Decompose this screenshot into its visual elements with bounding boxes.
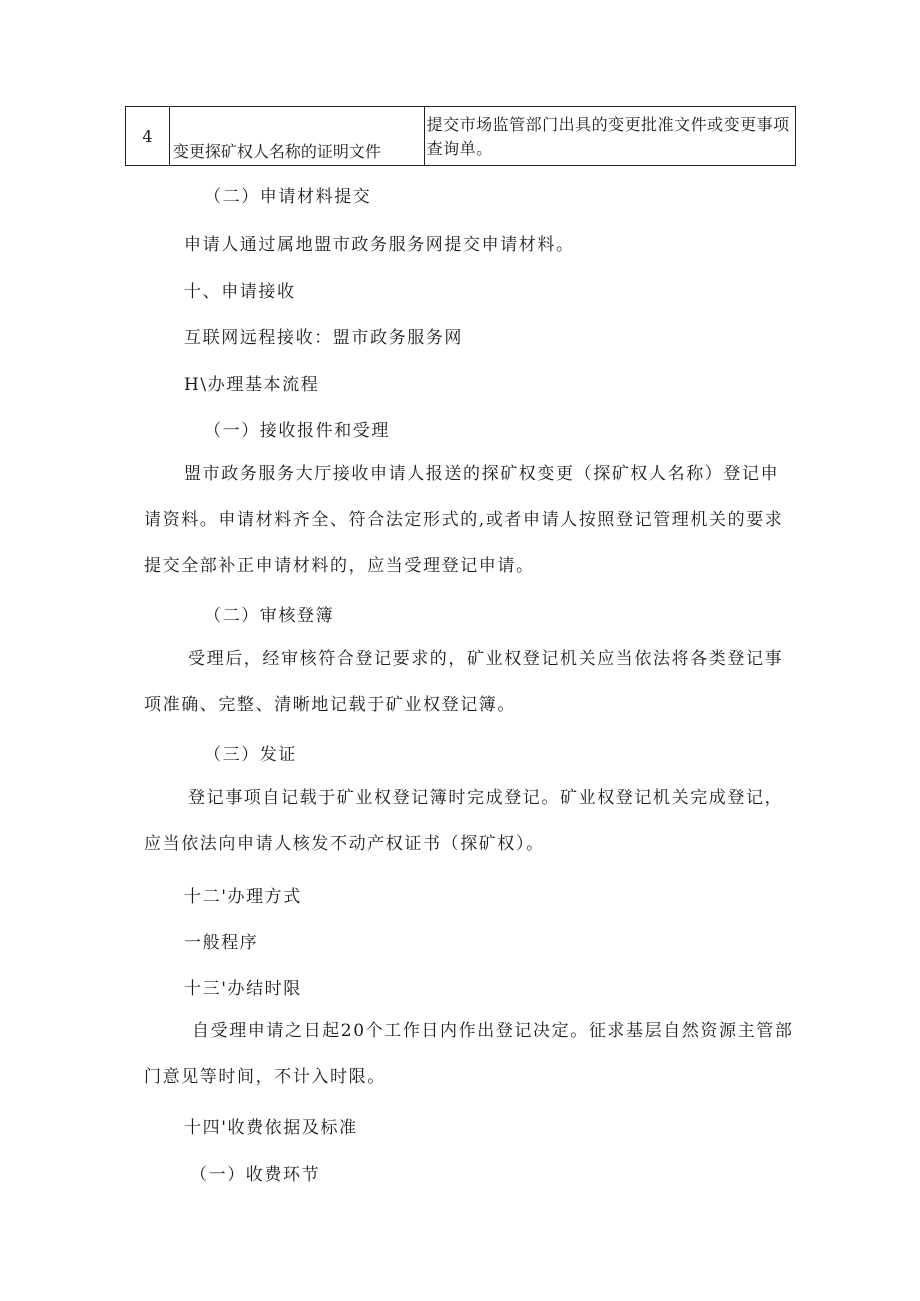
- paragraph-certificate: 登记事项自记载于矿业权登记簿时完成登记。矿业权登记机关完成登记，应当依法向申请人核发不动产权证书（探矿权）。: [144, 788, 784, 854]
- material-description: 提交市场监管部门出具的变更批准文件或变更事项查询单。: [426, 115, 790, 158]
- table-row: [126, 107, 796, 166]
- section-heading-process: H\办理基本流程: [184, 375, 320, 395]
- section-heading-submission: （二）申请材料提交: [204, 187, 372, 207]
- material-name: 变更探矿权人名称的证明文件: [172, 142, 381, 161]
- paragraph-time-limit: 自受理申请之日起20个工作日内作出登记决定。征求基层自然资源主管部门意见等时间，不计入时限。: [144, 1021, 794, 1087]
- paragraph-accept: 盟市政务服务大厅接收申请人报送的探矿权变更（探矿权人名称）登记申请资料。申请材料齐全、符合法定形式的,或者申请人按照登记管理机关的要求提交全部补正申请材料的，应当受理登记申请。: [144, 464, 784, 576]
- subheading-review: （二）审核登簿: [204, 606, 335, 626]
- materials-table: [125, 106, 796, 166]
- body-text-method: 一般程序: [184, 933, 259, 953]
- section-heading-fees: 十四'收费依据及标准: [184, 1118, 358, 1138]
- subheading-fee-stage: （一）收费环节: [190, 1165, 321, 1185]
- body-text-receive: 互联网远程接收：盟市政务服务网: [184, 328, 463, 348]
- subheading-certificate: （三）发证: [204, 745, 297, 765]
- subheading-accept: （一）接收报件和受理: [204, 421, 390, 441]
- row-number: 4: [142, 126, 153, 146]
- body-text-submission: 申请人通过属地盟市政务服务网提交申请材料。: [184, 235, 575, 255]
- material-name-cell: [169, 107, 424, 166]
- material-desc-cell: [424, 107, 795, 166]
- paragraph-review: 受理后，经审核符合登记要求的，矿业权登记机关应当依法将各类登记事项准确、完整、清晰地记载于矿业权登记簿。: [144, 649, 784, 715]
- section-heading-time-limit: 十三'办结时限: [184, 979, 302, 999]
- section-heading-method: 十二'办理方式: [184, 887, 302, 907]
- row-number-cell: [126, 107, 170, 166]
- section-heading-receive: 十、申请接收: [184, 282, 296, 302]
